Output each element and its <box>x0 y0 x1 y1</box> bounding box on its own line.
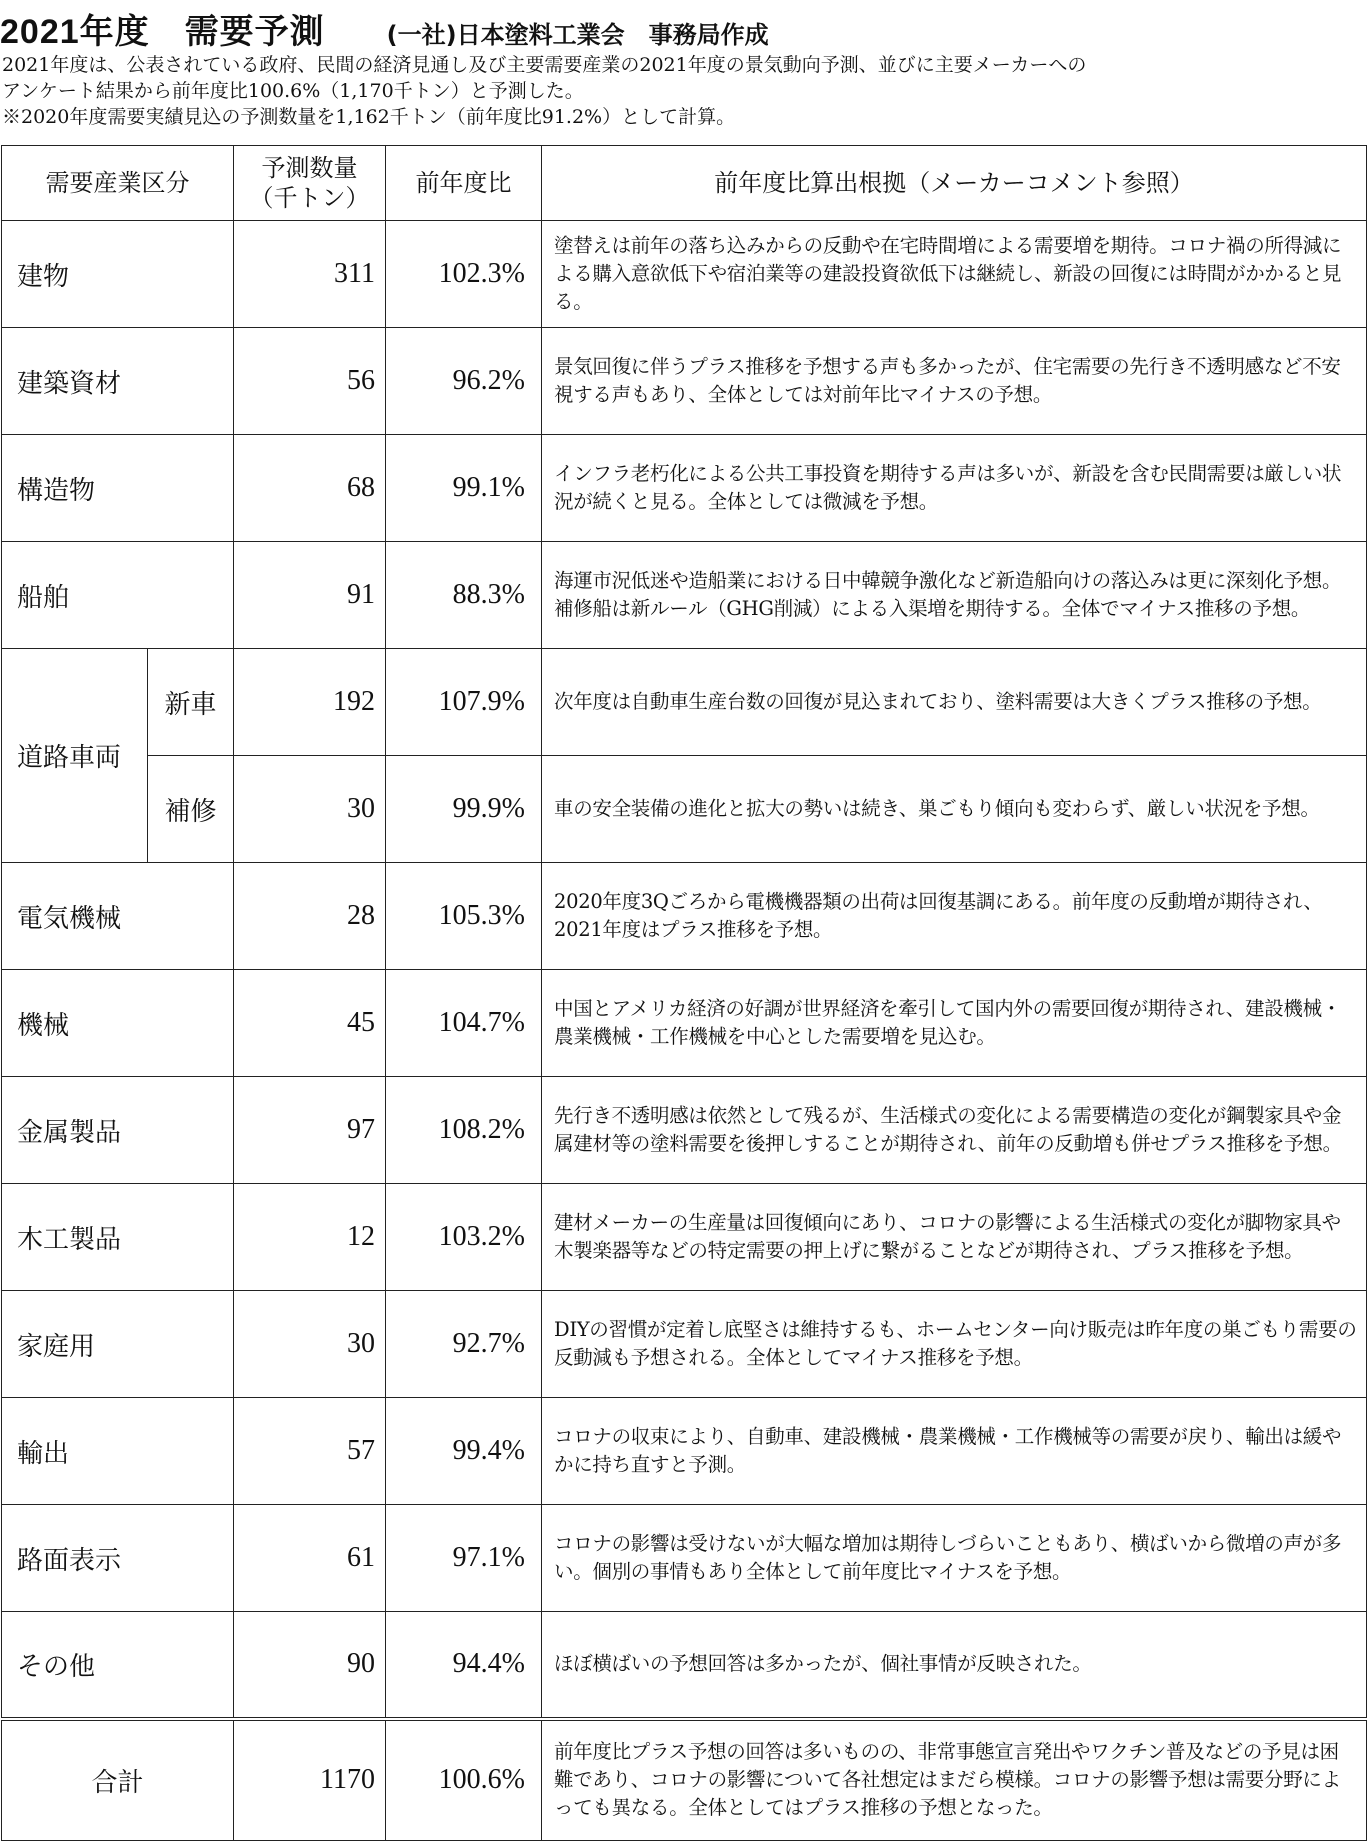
table-row <box>2 756 1367 863</box>
category-cell: 道路車両 <box>2 649 148 863</box>
total-reason: 前年度比プラス予想の回答は多いものの、非常事態宣言発出やワクチン普及などの予見は困難であり、コロナの影響について各社想定はまだら模様。コロナの影響予想は需要分野によっても異なる。全体としてはプラス推移の予想となった。 <box>542 1719 1367 1841</box>
category-cell: その他 <box>2 1612 234 1719</box>
table-row <box>2 1291 1367 1398</box>
reason-cell: 塗替えは前年の落ち込みからの反動や在宅時間増による需要増を期待。コロナ禍の所得減による購入意欲低下や宿泊業等の建設投資欲低下は継続し、新設の回復には時間がかかると見る。 <box>542 221 1367 328</box>
quantity-cell: 56 <box>234 328 386 435</box>
ratio-cell: 104.7% <box>386 970 542 1077</box>
header-quantity-line: 予測数量 <box>261 154 358 182</box>
intro-text <box>2 52 1362 130</box>
table-row <box>2 970 1367 1077</box>
category-cell: 電気機械 <box>2 863 234 970</box>
demand-forecast-table <box>1 145 1367 1841</box>
header-category: 需要産業区分 <box>2 146 234 221</box>
reason-cell: 次年度は自動車生産台数の回復が見込まれており、塗料需要は大きくプラス推移の予想。 <box>542 649 1367 756</box>
total-ratio: 100.6% <box>386 1719 542 1841</box>
quantity-cell: 57 <box>234 1398 386 1505</box>
total-quantity: 1170 <box>234 1719 386 1841</box>
category-cell: 構造物 <box>2 435 234 542</box>
category-cell: 家庭用 <box>2 1291 234 1398</box>
reason-cell: コロナの収束により、自動車、建設機械・農業機械・工作機械等の需要が戻り、輸出は緩やかに持ち直すと予測。 <box>542 1398 1367 1505</box>
category-cell: 輸出 <box>2 1398 234 1505</box>
intro-line: アンケート結果から前年度比100.6%（1,170千トン）と予測した。 <box>2 80 584 102</box>
quantity-cell: 97 <box>234 1077 386 1184</box>
ratio-cell: 107.9% <box>386 649 542 756</box>
quantity-cell: 12 <box>234 1184 386 1291</box>
ratio-cell: 103.2% <box>386 1184 542 1291</box>
table-header-row <box>2 146 1367 221</box>
ratio-cell: 96.2% <box>386 328 542 435</box>
ratio-cell: 99.4% <box>386 1398 542 1505</box>
subcategory-cell: 新車 <box>148 649 234 756</box>
table-row <box>2 435 1367 542</box>
ratio-cell: 97.1% <box>386 1505 542 1612</box>
reason-cell: 海運市況低迷や造船業における日中韓競争激化など新造船向けの落込みは更に深刻化予想。補修船は新ルール（GHG削減）による入渠増を期待する。全体でマイナス推移の予想。 <box>542 542 1367 649</box>
reason-cell: 車の安全装備の進化と拡大の勢いは続き、巣ごもり傾向も変わらず、厳しい状況を予想。 <box>542 756 1367 863</box>
table-row <box>2 328 1367 435</box>
subcategory-cell: 補修 <box>148 756 234 863</box>
category-cell: 船舶 <box>2 542 234 649</box>
category-cell: 金属製品 <box>2 1077 234 1184</box>
table-row <box>2 1077 1367 1184</box>
page-title: 2021年度 需要予測 <box>0 13 325 51</box>
category-cell: 建物 <box>2 221 234 328</box>
category-cell: 建築資材 <box>2 328 234 435</box>
quantity-cell: 192 <box>234 649 386 756</box>
ratio-cell: 108.2% <box>386 1077 542 1184</box>
table-row <box>2 221 1367 328</box>
reason-cell: 先行き不透明感は依然として残るが、生活様式の変化による需要構造の変化が鋼製家具や金属建材等の塗料需要を後押しすることが期待され、前年の反動増も併せプラス推移を予想。 <box>542 1077 1367 1184</box>
table-row <box>2 1612 1367 1719</box>
quantity-cell: 28 <box>234 863 386 970</box>
title-row <box>0 4 769 53</box>
quantity-cell: 45 <box>234 970 386 1077</box>
table-row <box>2 1398 1367 1505</box>
ratio-cell: 99.9% <box>386 756 542 863</box>
reason-cell: ほぼ横ばいの予想回答は多かったが、個社事情が反映された。 <box>542 1612 1367 1719</box>
header-quantity <box>234 146 386 221</box>
table-row <box>2 649 1367 756</box>
table-row <box>2 1184 1367 1291</box>
reason-cell: コロナの影響は受けないが大幅な増加は期待しづらいこともあり、横ばいから微増の声が多い。個別の事情もあり全体として前年度比マイナスを予想。 <box>542 1505 1367 1612</box>
category-cell: 木工製品 <box>2 1184 234 1291</box>
header-ratio: 前年度比 <box>386 146 542 221</box>
quantity-cell: 90 <box>234 1612 386 1719</box>
table-row <box>2 542 1367 649</box>
reason-cell: DIYの習慣が定着し底堅さは維持するも、ホームセンター向け販売は昨年度の巣ごもり需要の反動減も予想される。全体としてマイナス推移を予想。 <box>542 1291 1367 1398</box>
intro-note: ※2020年度需要実績見込の予測数量を1,162千トン（前年度比91.2%）として計算。 <box>2 106 736 128</box>
reason-cell: 景気回復に伴うプラス推移を予想する声も多かったが、住宅需要の先行き不透明感など不安視する声もあり、全体としては対前年比マイナスの予想。 <box>542 328 1367 435</box>
reason-cell: 2020年度3Qごろから電機機器類の出荷は回復基調にある。前年度の反動増が期待され、2021年度はプラス推移を予想。 <box>542 863 1367 970</box>
reason-cell: 建材メーカーの生産量は回復傾向にあり、コロナの影響による生活様式の変化が脚物家具や木製楽器等などの特定需要の押上げに繋がることなどが期待され、プラス推移を予想。 <box>542 1184 1367 1291</box>
intro-line: 2021年度は、公表されている政府、民間の経済見通し及び主要需要産業の2021年度の景気動向予測、並びに主要メーカーへの <box>2 54 1087 76</box>
ratio-cell: 99.1% <box>386 435 542 542</box>
total-label: 合計 <box>2 1719 234 1841</box>
table-row <box>2 1505 1367 1612</box>
total-row <box>2 1719 1367 1841</box>
quantity-cell: 91 <box>234 542 386 649</box>
organization-label: (一社)日本塗料工業会 事務局作成 <box>386 21 769 49</box>
ratio-cell: 105.3% <box>386 863 542 970</box>
category-cell: 機械 <box>2 970 234 1077</box>
quantity-cell: 30 <box>234 756 386 863</box>
reason-cell: インフラ老朽化による公共工事投資を期待する声は多いが、新設を含む民間需要は厳しい状況が続くと見る。全体としては微減を予想。 <box>542 435 1367 542</box>
quantity-cell: 61 <box>234 1505 386 1612</box>
quantity-cell: 68 <box>234 435 386 542</box>
table-row <box>2 863 1367 970</box>
quantity-cell: 30 <box>234 1291 386 1398</box>
ratio-cell: 88.3% <box>386 542 542 649</box>
quantity-cell: 311 <box>234 221 386 328</box>
ratio-cell: 102.3% <box>386 221 542 328</box>
ratio-cell: 94.4% <box>386 1612 542 1719</box>
header-reason: 前年度比算出根拠（メーカーコメント参照） <box>542 146 1367 221</box>
reason-cell: 中国とアメリカ経済の好調が世界経済を牽引して国内外の需要回復が期待され、建設機械・農業機械・工作機械を中心とした需要増を見込む。 <box>542 970 1367 1077</box>
ratio-cell: 92.7% <box>386 1291 542 1398</box>
header-quantity-unit: （千トン） <box>249 184 370 212</box>
category-cell: 路面表示 <box>2 1505 234 1612</box>
